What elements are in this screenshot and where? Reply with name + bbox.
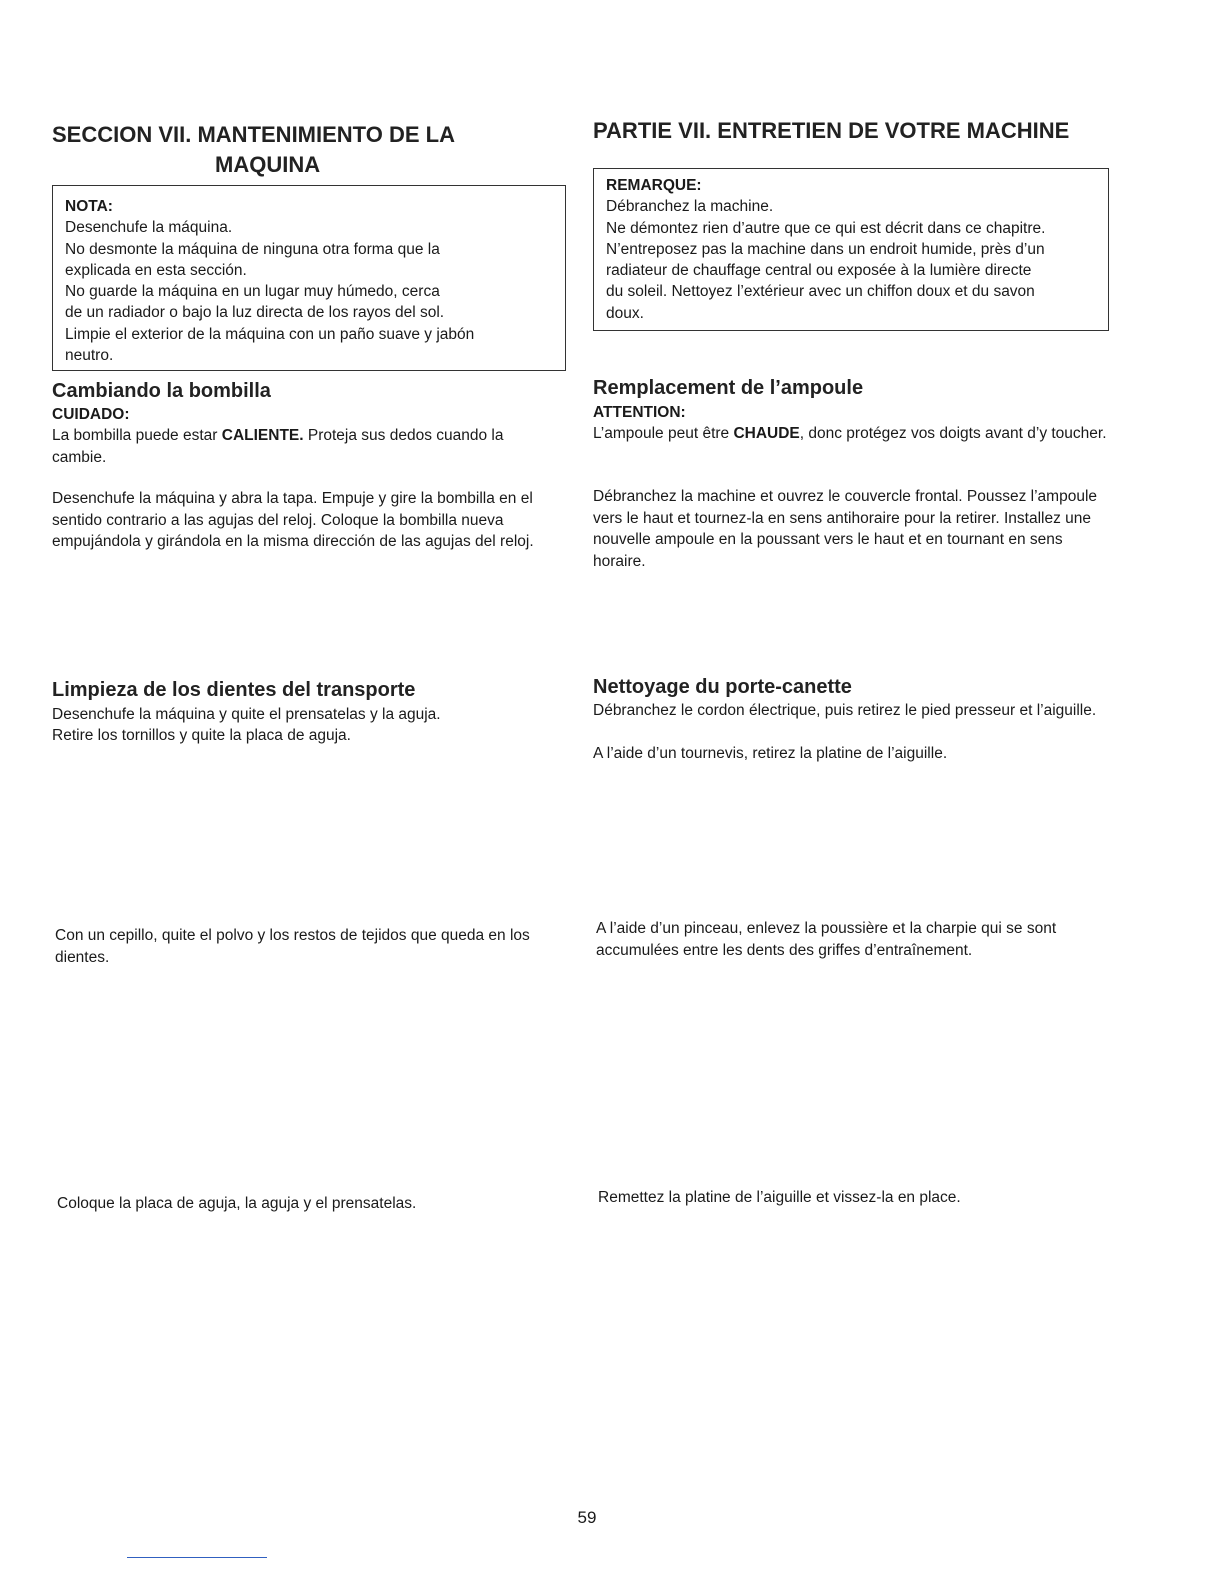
- feed-dogs-step3-fr: Remettez la platine de l’aiguille et vissez-la en place.: [598, 1189, 961, 1206]
- note-line: N’entreposez pas la machine dans un endroit humide, près d’un: [606, 240, 1045, 258]
- page-number: 59: [577, 1508, 597, 1527]
- feed-dogs-step2-fr: A l’aide d’un pinceau, enlevez la poussière et la charpie qui se sont accumulées entre les dents des griffes d’entraînement.: [596, 920, 1057, 959]
- section-title-es-line2: MAQUINA: [215, 152, 321, 177]
- section-title-fr: PARTIE VII. ENTRETIEN DE VOTRE MACHINE: [593, 118, 1070, 143]
- caution-label-es: CUIDADO:: [52, 406, 130, 423]
- feed-dogs-step2-es: Con un cepillo, quite el polvo y los restos de tejidos que queda en los dientes.: [55, 927, 530, 966]
- note-box-es: [52, 185, 566, 371]
- note-heading-es: NOTA:: [65, 198, 113, 215]
- caution-text-es: La bombilla puede estar CALIENTE. Proteja sus dedos cuando la cambie.: [52, 427, 504, 466]
- note-line: Limpie el exterior de la máquina con un paño suave y jabón: [65, 325, 475, 343]
- note-line: Ne démontez rien d’autre que ce qui est décrit dans ce chapitre.: [606, 219, 1046, 237]
- feed-dogs-step1b-fr: A l’aide d’un tournevis, retirez la platine de l’aiguille.: [593, 745, 948, 762]
- feed-dogs-heading-fr: Nettoyage du porte-canette: [593, 676, 852, 698]
- note-line: du soleil. Nettoyez l’extérieur avec un chiffon doux et du savon: [606, 283, 1035, 301]
- bulb-instructions-es: Desenchufe la máquina y abra la tapa. Empuje y gire la bombilla en el sentido contrario a las agujas del reloj. Coloque la bombilla nueva empujándola y girándola en la misma dirección de las agujas del reloj.: [52, 490, 534, 550]
- note-line: Desenchufe la máquina.: [65, 219, 233, 237]
- note-line: explicada en esta sección.: [65, 261, 247, 279]
- feed-dogs-step3-es: Coloque la placa de aguja, la aguja y el prensatelas.: [57, 1195, 417, 1212]
- note-box-fr: [593, 168, 1109, 331]
- section-title-es: SECCION VII. MANTENIMIENTO DE LA: [52, 122, 455, 147]
- note-line: Débranchez la machine.: [606, 198, 774, 216]
- note-line: neutro.: [65, 347, 114, 365]
- feed-dogs-step1b-es: Retire los tornillos y quite la placa de aguja.: [52, 727, 351, 744]
- note-line: de un radiador o bajo la luz directa de los rayos del sol.: [65, 304, 445, 322]
- footer-divider: [127, 1557, 267, 1558]
- feed-dogs-step1-es: Desenchufe la máquina y quite el prensatelas y la aguja.: [52, 706, 441, 723]
- feed-dogs-heading-es: Limpieza de los dientes del transporte: [52, 679, 416, 701]
- bulb-instructions-fr: Débranchez la machine et ouvrez le couvercle frontal. Poussez l’ampoule vers le haut et tournez-la en sens antihoraire pour la retirer. Installez une nouvelle ampoule en la poussant vers le haut et en tournant en sens horaire.: [593, 488, 1098, 570]
- note-line: radiateur de chauffage central ou exposée à la lumière directe: [606, 262, 1032, 280]
- note-line: No desmonte la máquina de ninguna otra forma que la: [65, 240, 440, 258]
- caution-label-fr: ATTENTION:: [593, 404, 686, 421]
- note-line: No guarde la máquina en un lugar muy húmedo, cerca: [65, 283, 440, 301]
- caution-text-fr: L’ampoule peut être CHAUDE, donc protégez vos doigts avant d’y toucher.: [593, 425, 1107, 442]
- note-heading-fr: REMARQUE:: [606, 177, 702, 194]
- bulb-heading-fr: Remplacement de l’ampoule: [593, 377, 864, 399]
- note-line: doux.: [606, 304, 644, 322]
- bulb-heading-es: Cambiando la bombilla: [52, 380, 271, 402]
- feed-dogs-step1-fr: Débranchez le cordon électrique, puis retirez le pied presseur et l’aiguille.: [593, 702, 1097, 719]
